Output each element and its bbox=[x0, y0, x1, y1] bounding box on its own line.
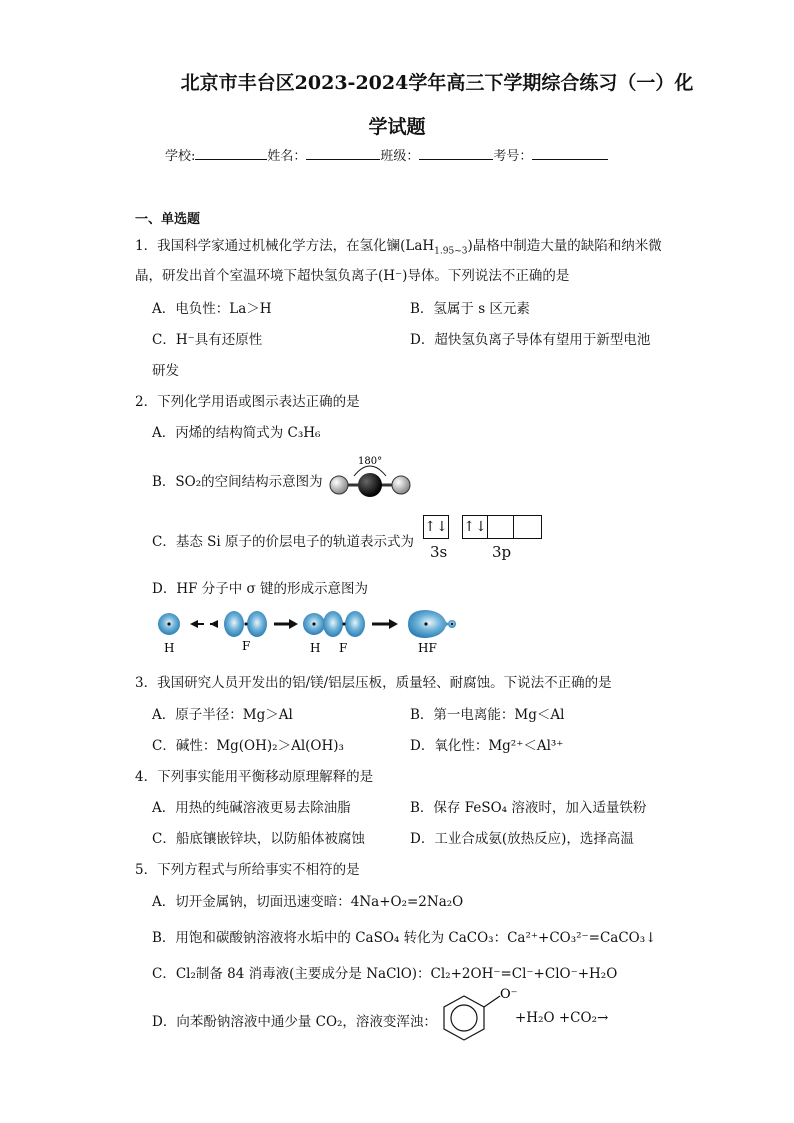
q2-option-d[interactable]: D．HF 分子中 σ 键的形成示意图为 bbox=[152, 581, 369, 597]
hf-label-h1: H bbox=[164, 641, 175, 655]
si-orbital-3s bbox=[423, 515, 449, 539]
name-field[interactable] bbox=[306, 147, 380, 160]
q3-option-a[interactable]: A．原子半径：Mg＞Al bbox=[152, 707, 293, 723]
label-3s: 3s bbox=[430, 543, 448, 561]
q3-option-d[interactable]: D．氧化性：Mg²⁺＜Al³⁺ bbox=[410, 738, 564, 754]
school-label: 学校: bbox=[165, 149, 196, 164]
q1-option-d-cont: 研发 bbox=[152, 363, 179, 379]
orbital-box-3p-2 bbox=[488, 515, 514, 539]
phenoxide-o-label: O⁻ bbox=[500, 987, 518, 1002]
student-info-line bbox=[165, 145, 608, 164]
q2-option-a[interactable]: A．丙烯的结构简式为 C₃H₆ bbox=[152, 425, 321, 441]
hf-label-f2: F bbox=[339, 641, 348, 655]
so2-angle-label: 180° bbox=[358, 456, 383, 467]
q4-option-a[interactable]: A．用热的纯碱溶液更易去除油脂 bbox=[152, 800, 351, 816]
q4-option-c[interactable]: C．船底镶嵌锌块，以防船体被腐蚀 bbox=[152, 831, 365, 847]
orbital-box-3p-3 bbox=[514, 515, 542, 539]
name-label: 姓名： bbox=[267, 149, 307, 164]
q1-option-b[interactable]: B．氢属于 s 区元素 bbox=[410, 301, 530, 317]
id-label: 考号： bbox=[493, 149, 533, 164]
orbital-box-3s: ↑↓ bbox=[423, 515, 449, 539]
q1-option-d[interactable]: D．超快氢负离子导体有望用于新型电池 bbox=[410, 332, 651, 348]
hf-sigma-bond-diagram bbox=[150, 604, 470, 656]
hf-label-f1: F bbox=[242, 639, 251, 653]
q5-option-c[interactable]: C．Cl₂制备 84 消毒液(主要成分是 NaClO)：Cl₂+2OH⁻=Cl⁻+ClO⁻+H₂O bbox=[152, 966, 618, 982]
id-field[interactable] bbox=[532, 147, 608, 160]
q3-stem: 3．我国研究人员开发出的铝/镁/铝层压板，质量轻、耐腐蚀。下说法不正确的是 bbox=[135, 675, 612, 691]
q2-option-c[interactable]: C．基态 Si 原子的价层电子的轨道表示式为 bbox=[152, 534, 414, 550]
q5-stem: 5．下列方程式与所给事实不相符的是 bbox=[135, 862, 360, 878]
q4-option-d[interactable]: D．工业合成氨(放热反应)，选择高温 bbox=[410, 831, 634, 847]
label-3p: 3p bbox=[492, 543, 512, 561]
si-orbital-3p bbox=[462, 515, 542, 539]
hf-label-hf: HF bbox=[418, 641, 437, 655]
q1-text-a: 1．我国科学家通过机械化学方法，在氢化镧(LaH bbox=[135, 238, 435, 254]
hf-label-h2: H bbox=[310, 641, 321, 655]
phenoxide-structure bbox=[438, 984, 518, 1044]
so2-model-diagram bbox=[326, 452, 414, 498]
q4-option-b[interactable]: B．保存 FeSO₄ 溶液时，加入适量铁粉 bbox=[410, 800, 647, 816]
q1-stem-line2: 晶，研发出首个室温环境下超快氢负离子(H⁻)导体。下列说法不正确的是 bbox=[135, 268, 570, 284]
page-title-line2: 学试题 bbox=[368, 116, 426, 138]
orbital-box-3p-1: ↑↓ bbox=[462, 515, 488, 539]
section-heading: 一、单选题 bbox=[135, 212, 201, 227]
q1-option-a[interactable]: A．电负性：La＞H bbox=[152, 301, 272, 317]
q1-subscript: 1.95~3 bbox=[434, 246, 468, 257]
class-field[interactable] bbox=[419, 147, 493, 160]
class-label: 班级： bbox=[380, 149, 420, 164]
q3-option-b[interactable]: B．第一电离能：Mg＜Al bbox=[410, 707, 565, 723]
q3-option-c[interactable]: C．碱性：Mg(OH)₂＞Al(OH)₃ bbox=[152, 738, 344, 754]
q4-stem: 4．下列事实能用平衡移动原理解释的是 bbox=[135, 769, 374, 785]
q5-option-b[interactable]: B．用饱和碳酸钠溶液将水垢中的 CaSO₄ 转化为 CaCO₃：Ca²⁺+CO₃²⁻=CaCO₃↓ bbox=[152, 930, 657, 946]
q1-option-c[interactable]: C．H⁻具有还原性 bbox=[152, 332, 263, 348]
q5-option-d[interactable]: D．向苯酚钠溶液中通少量 CO₂，溶液变浑浊： bbox=[152, 1014, 437, 1030]
q5-option-a[interactable]: A．切开金属钠，切面迅速变暗：4Na+O₂=2Na₂O bbox=[152, 894, 464, 910]
school-field[interactable] bbox=[195, 147, 267, 160]
q2-option-b[interactable]: B．SO₂的空间结构示意图为 bbox=[152, 474, 323, 490]
q2-stem: 2．下列化学用语或图示表达正确的是 bbox=[135, 394, 360, 410]
page-title-line1: 北京市丰台区2023-2024学年高三下学期综合练习（一）化 bbox=[180, 72, 694, 94]
q1-text-b: )晶格中制造大量的缺陷和纳米微 bbox=[467, 238, 662, 254]
q5-option-d-equation-tail: +H₂O +CO₂→ bbox=[515, 1010, 609, 1026]
q1-stem-line1 bbox=[135, 234, 662, 257]
